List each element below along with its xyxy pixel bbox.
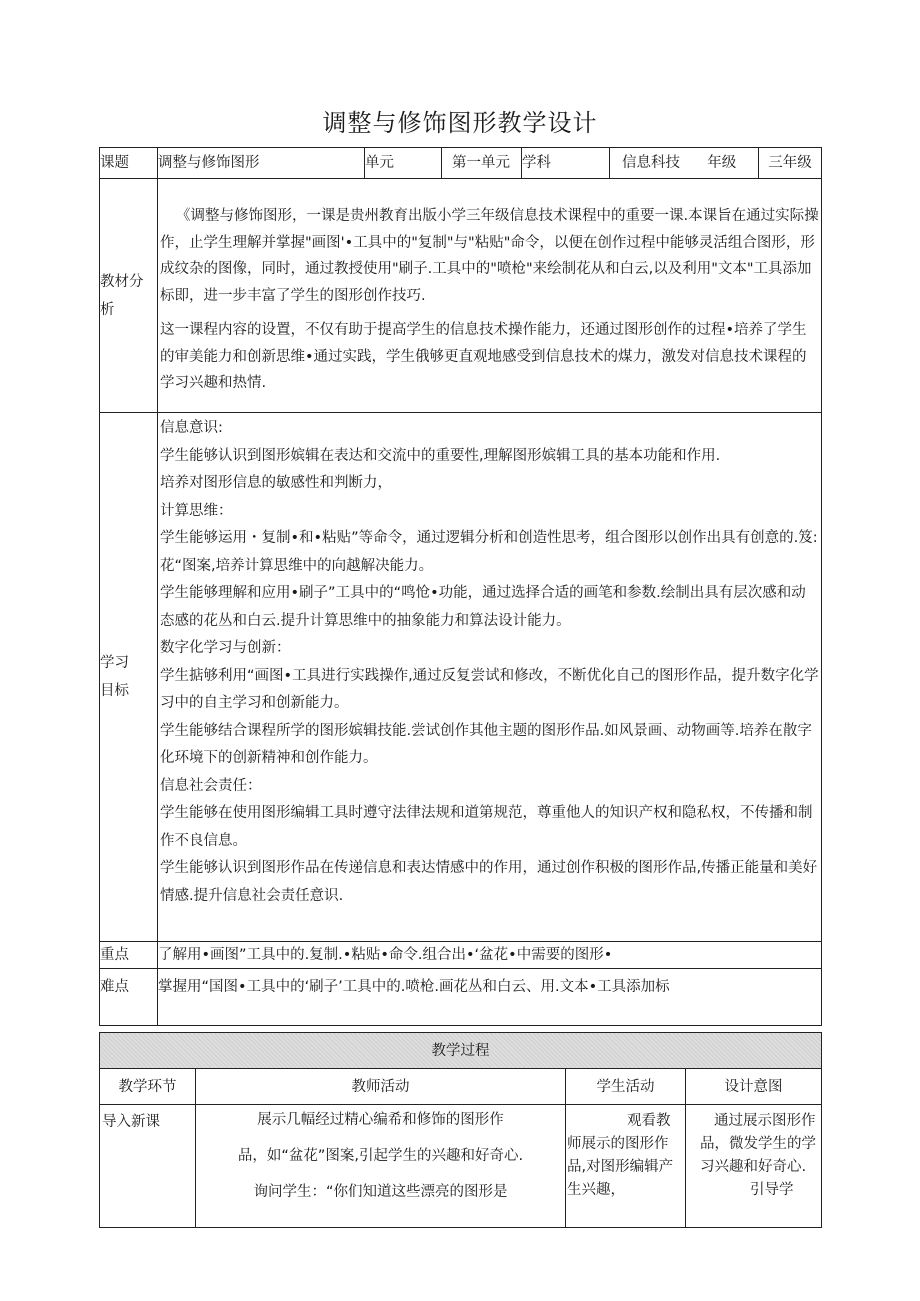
analysis-paragraph-2: 这一课程内容的设置，不仅有助于提高学生的信息技术操作能力，还通过图形创作的过程•培养了学生的审美能力和创新思维•通过实践，学生俄够更直观地感受到信息技术的煤力，激发对信息技术课程的学习兴趣和热情.: [160, 322, 807, 391]
objective-line: 学生掂够利用“画图•工具进行实践操作,通过反复尝试和修改，不断优化自己的图形作品，提升数字化学习中的自主学习和创新能力。: [160, 667, 819, 711]
stage-cell: 导入新课: [100, 1105, 196, 1228]
teaching-process-table: [99, 1032, 822, 1228]
difficulty-label: 难点: [100, 969, 158, 1026]
objective-line: 信息社会责任：: [160, 777, 262, 794]
col-stage-header: 教学环节: [100, 1069, 196, 1105]
analysis-content: [158, 179, 822, 413]
objective-line: 信息意识:: [160, 420, 223, 436]
objective-line: 学生能够理解和应用•刷子”工具中的“鸣怆•功能，通过选择合适的画笔和参数.绘制出具有层次感和动态感的花丛和白云.提升计算思维中的抽象能力和算法设计能力。: [160, 585, 806, 629]
grade-value: 三年级: [759, 148, 822, 179]
design-intent-cell: 通过展示图形作 品，微发学生的学 习兴趣和好奇心. 引导学: [686, 1105, 822, 1228]
grade-label: 年级: [707, 155, 737, 171]
teacher-activity-cell: 展示几幅经过精心编希和修饰的图形作 品，如“盆花”图案,引起学生的兴趣和好奇心. 询问学生：“你们知道这些漂亮的图形是: [196, 1105, 566, 1228]
lesson-value: 调整与修饰图形: [158, 148, 365, 179]
analysis-label: 教材分 析: [100, 179, 158, 413]
objective-line: 学生能够运用・复制•和•粘贴”等命令，通过逻辑分析和创造性思考，组合图形以创作出具有创意的.笈:花“图案,培养计算思维中的向越解决能力。: [160, 530, 818, 574]
objective-line: 计算思维：: [160, 502, 233, 519]
lesson-design-table: [99, 147, 822, 1026]
subject-grade-cell: [610, 148, 759, 179]
objective-line: 培养对图形信息的敏感性和判断力，: [160, 475, 392, 491]
lesson-label: 课题: [100, 148, 158, 179]
subject-value: 信息科技: [622, 155, 680, 171]
objective-line: 学生能够认识到图形作品在传递信息和表达情感中的作用，通过创作积极的图形作品,传播正能量和美好情感.提升信息社会责任意识.: [160, 860, 818, 904]
process-header: 教学过程: [100, 1033, 822, 1069]
document-title: 调整与修饰图形教学设计: [322, 109, 598, 137]
unit-label: 单元: [365, 148, 442, 179]
objective-line: 学生能够认识到图形嫔辑在表达和交流中的重要性,理解图形嫔辑工具的基本功能和作用.: [160, 447, 721, 464]
objectives-content: [158, 413, 822, 942]
difficulty-text: 掌握用“国图•工具中的‘刷子’工具中的.喷枪.画花丛和白云、用.文本•工具添加标: [158, 969, 822, 1026]
table-row: [100, 1105, 822, 1228]
objective-line: 学生能够结合课程所学的图形嫔辑技能.尝试创作其他主题的图形作品.如风景画、动物画等.培养在散字化环境下的创新精神和创作能力。: [160, 722, 812, 766]
col-intent-header: 设计意图: [686, 1069, 822, 1105]
analysis-paragraph-1: 《调整与修饰图形，一课是贵州教育出版小学三年级信息技术课程中的重要一课.本课旨在通过实际操作，止学生理解并掌握"画图'•工具中的"复制"与"粘贴"命令，以便在创作过程中能够灵活组合图形，形成纹杂的图像，同时，通过教授使用"刷子.工具中的"喷枪"来绘制花从和白云,以及利用"文本"工具添加标即，进一步丰富了学生的图形创作技巧.: [160, 208, 819, 304]
key-point-text: 了解用•画图”工具中的.复制.•粘贴•命令.组合出•‘盆花•中需要的图形•: [158, 942, 822, 969]
objective-line: 学生能够在使用图形编辑工具时遵守法律法规和道第规范，尊重他人的知识产权和隐私权，不传播和制作不良信息。: [160, 805, 813, 849]
student-activity-cell: 观看教 师展示的图形作 品,对图形编辑产 生兴趣，: [566, 1105, 686, 1228]
col-teacher-header: 教师活动: [196, 1069, 566, 1105]
subject-label: 学科: [522, 148, 610, 179]
objective-line: 数字化学习与创新：: [160, 640, 291, 656]
col-student-header: 学生活动: [566, 1069, 686, 1105]
key-point-label: 重点: [100, 942, 158, 969]
unit-value: 第一单元: [442, 148, 522, 179]
objectives-label: 学习 目标: [100, 413, 158, 942]
